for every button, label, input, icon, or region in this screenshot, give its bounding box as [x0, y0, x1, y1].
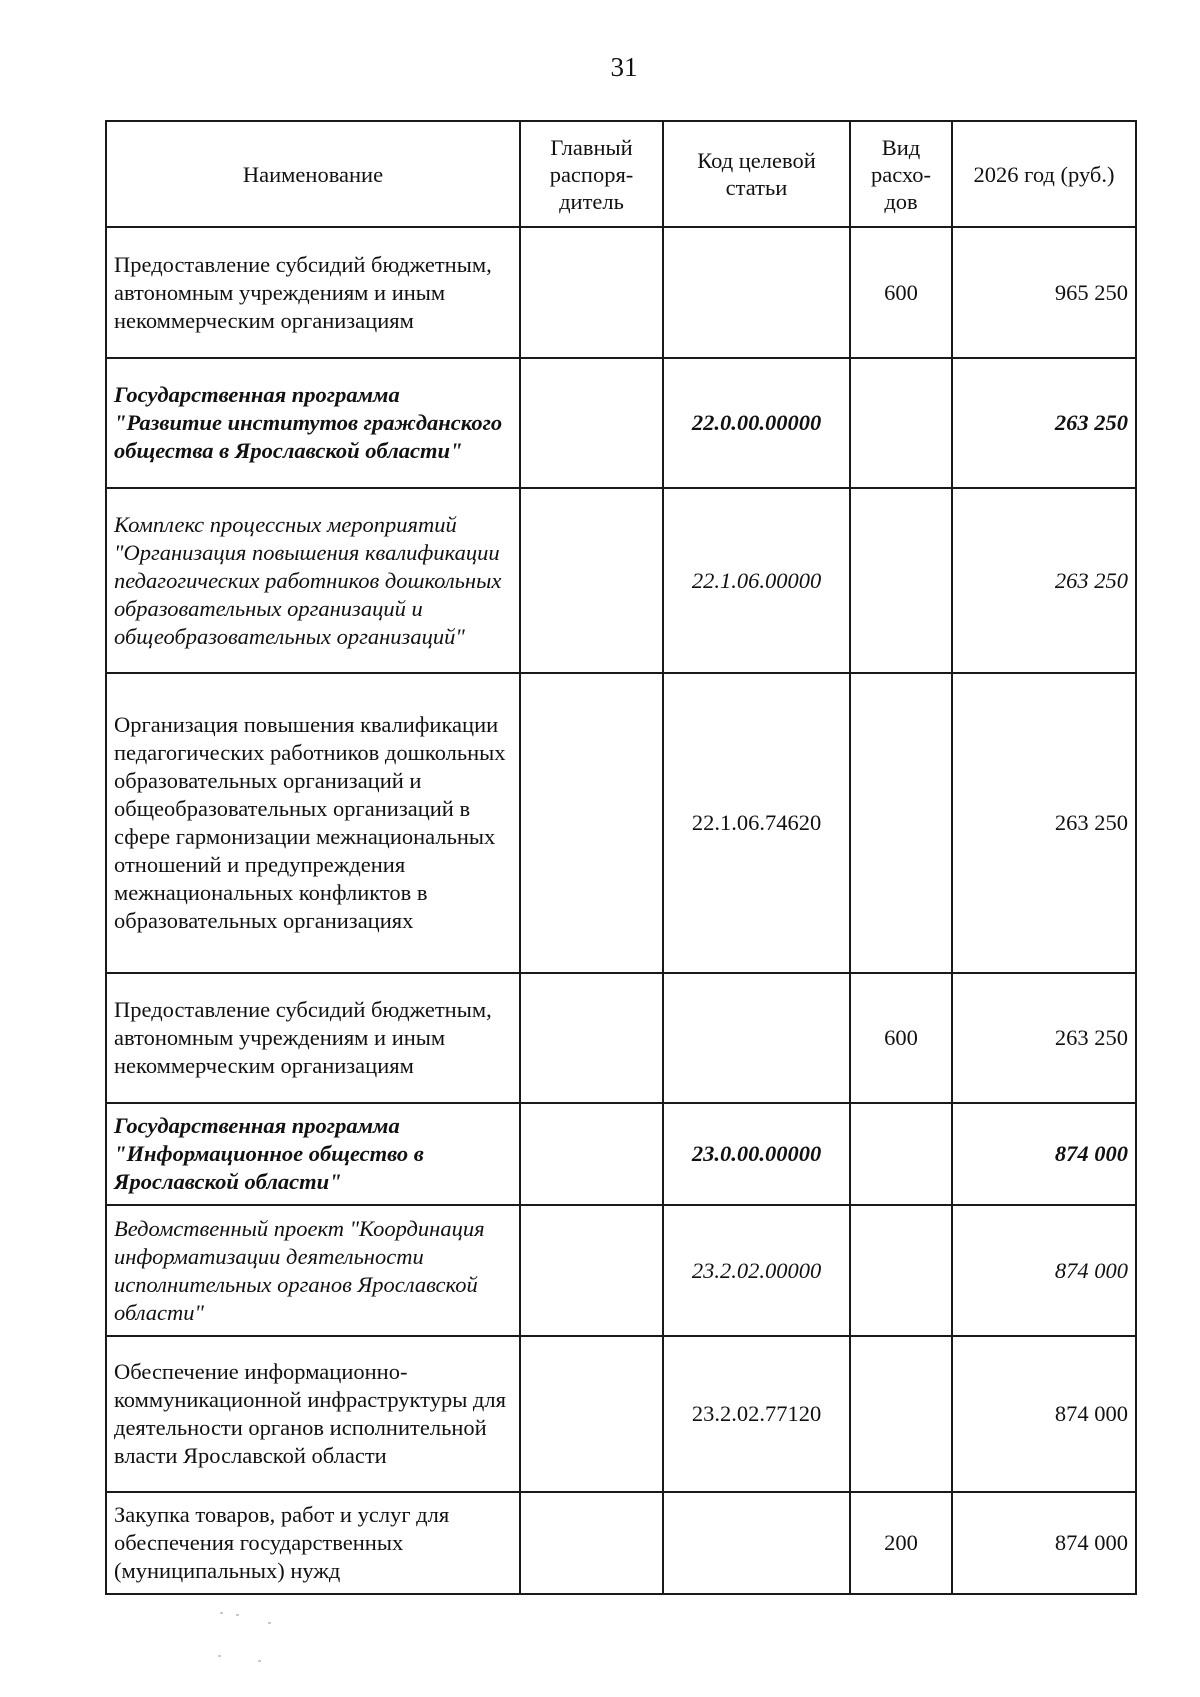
scan-artifact	[268, 1622, 271, 1624]
row-target-code	[663, 1492, 850, 1594]
row-manager	[520, 673, 663, 973]
row-name: Закупка товаров, работ и услуг для обеспечения государственных (муниципальных) нужд	[106, 1492, 520, 1594]
row-amount: 263 250	[952, 973, 1136, 1103]
row-name: Предоставление субсидий бюджетным, автономным учреждениям и иным некоммерческим организациям	[106, 973, 520, 1103]
row-amount: 965 250	[952, 227, 1136, 358]
table-row	[106, 488, 1136, 673]
row-manager	[520, 973, 663, 1103]
row-target-code: 22.0.00.00000	[663, 358, 850, 488]
row-amount: 263 250	[952, 488, 1136, 673]
budget-table	[105, 120, 1137, 1595]
row-expense-type: 600	[850, 227, 952, 358]
row-amount: 874 000	[952, 1336, 1136, 1492]
table-header-row	[106, 121, 1136, 227]
row-manager	[520, 1492, 663, 1594]
header-year-amount: 2026 год (руб.)	[952, 121, 1136, 227]
row-expense-type	[850, 1205, 952, 1336]
row-target-code: 23.2.02.77120	[663, 1336, 850, 1492]
row-expense-type	[850, 358, 952, 488]
row-amount: 263 250	[952, 673, 1136, 973]
row-expense-type	[850, 673, 952, 973]
scan-artifact	[258, 1660, 261, 1662]
table-row	[106, 358, 1136, 488]
scan-artifact	[236, 1614, 239, 1616]
row-manager	[520, 1205, 663, 1336]
row-name: Обеспечение информационно-коммуникационной инфраструктуры для деятельности органов исполнительной власти Ярославской области	[106, 1336, 520, 1492]
scan-artifact	[218, 1655, 221, 1657]
row-name: Ведомственный проект "Координация информатизации деятельности исполнительных органов Ярославской области"	[106, 1205, 520, 1336]
row-expense-type	[850, 1336, 952, 1492]
row-amount: 874 000	[952, 1205, 1136, 1336]
row-amount: 874 000	[952, 1492, 1136, 1594]
row-name: Организация повышения квалификации педагогических работников дошкольных образовательных организаций и общеобразовательных организаций в сфере гармонизации межнациональных отношений и предупреждения межнациональных конфликтов в образовательных организациях	[106, 673, 520, 973]
table-row	[106, 1492, 1136, 1594]
row-manager	[520, 488, 663, 673]
header-name: Наименование	[106, 121, 520, 227]
row-target-code: 22.1.06.00000	[663, 488, 850, 673]
table-row	[106, 973, 1136, 1103]
row-expense-type: 200	[850, 1492, 952, 1594]
row-name: Государственная программа "Развитие институтов гражданского общества в Ярославской области"	[106, 358, 520, 488]
row-name: Комплекс процессных мероприятий "Организация повышения квалификации педагогических работников дошкольных образовательных организаций и общеобразовательных организаций"	[106, 488, 520, 673]
table-row	[106, 673, 1136, 973]
row-manager	[520, 227, 663, 358]
table-row	[106, 1205, 1136, 1336]
table-row	[106, 227, 1136, 358]
header-manager: Главный распоря-дитель	[520, 121, 663, 227]
row-manager	[520, 1103, 663, 1205]
row-manager	[520, 358, 663, 488]
header-target-code: Код целевой статьи	[663, 121, 850, 227]
scan-artifact	[220, 1612, 223, 1614]
row-name: Государственная программа "Информационное общество в Ярославской области"	[106, 1103, 520, 1205]
row-target-code: 22.1.06.74620	[663, 673, 850, 973]
row-manager	[520, 1336, 663, 1492]
row-amount: 263 250	[952, 358, 1136, 488]
row-amount: 874 000	[952, 1103, 1136, 1205]
row-expense-type: 600	[850, 973, 952, 1103]
row-target-code: 23.0.00.00000	[663, 1103, 850, 1205]
header-expense-type: Вид расхо-дов	[850, 121, 952, 227]
row-expense-type	[850, 488, 952, 673]
row-expense-type	[850, 1103, 952, 1205]
row-target-code	[663, 227, 850, 358]
page-number: 31	[610, 52, 638, 82]
table-row	[106, 1336, 1136, 1492]
row-name: Предоставление субсидий бюджетным, автономным учреждениям и иным некоммерческим организациям	[106, 227, 520, 358]
table-row	[106, 1103, 1136, 1205]
row-target-code: 23.2.02.00000	[663, 1205, 850, 1336]
row-target-code	[663, 973, 850, 1103]
